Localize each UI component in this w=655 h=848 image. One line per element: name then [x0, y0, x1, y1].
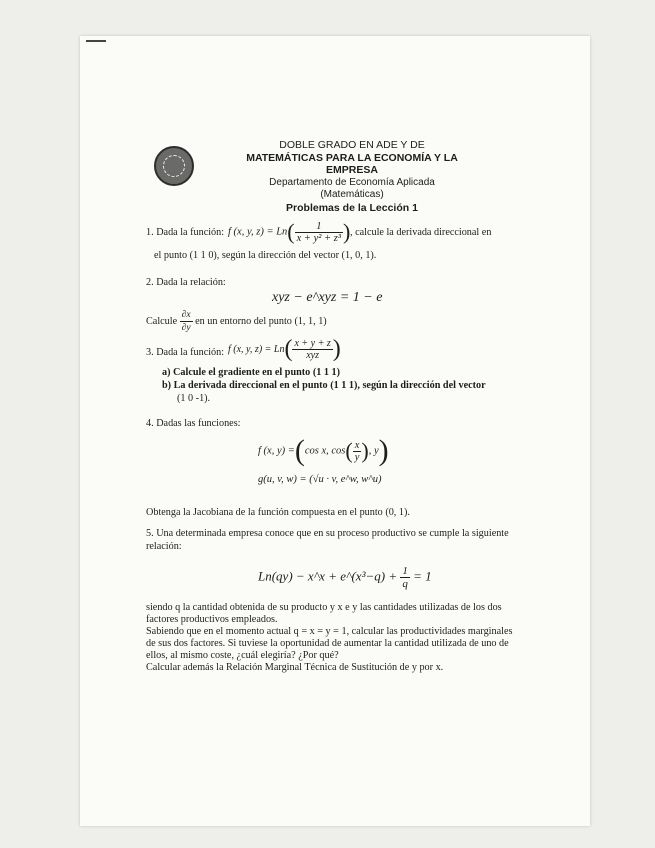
problem-4-f-lhs: f (x, y) = — [258, 445, 295, 457]
problem-5-body-line-3: Sabiendo que en el momento actual q = x = y = 1, calcular las productividades marginales — [146, 626, 513, 637]
problem-4-f-part-a: cos x, cos — [304, 445, 346, 457]
problem-5-body-line-4: de sus dos factores. Si tuviese la oportunidad de aumentar la cantidad utilizada de uno de — [146, 638, 509, 649]
document-header — [244, 139, 460, 214]
problem-3-numerator: x + y + z — [294, 338, 331, 349]
problem-3-fraction — [292, 338, 332, 361]
problem-5-equation — [258, 565, 432, 590]
problem-1-tail: , calcule la derivada direccional en — [350, 227, 492, 238]
problem-3-function: f (x, y, z) = Ln( $\frac{x + y + z}{\text{xyz}}$ ) — [228, 336, 341, 362]
problem-3-denominator: xyz — [306, 350, 319, 361]
problem-3-item-b: b) La derivada direccional en el punto (1 1 1), según la dirección del vector — [162, 380, 486, 391]
header-title: Problemas de la Lección 1 — [286, 201, 418, 214]
problem-1-denominator: x + y² + z³ — [296, 232, 341, 244]
problem-5-body-line-1: siendo q la cantidad obtenida de su producto y x e y las cantidades utilizadas de los dos — [146, 602, 502, 613]
problem-4-denominator: y — [354, 451, 360, 463]
problem-5-equation-left: Ln(qy) − x^x + e^(x³−q) + — [258, 568, 398, 584]
problem-5-denominator: q — [402, 578, 408, 590]
problem-1-fraction — [295, 221, 343, 244]
header-line-1: DOBLE GRADO EN ADE Y DE — [279, 139, 425, 151]
problem-5-fraction — [400, 565, 410, 590]
problem-1-line-2: el punto (1 1 0), según la dirección del vector (1, 0, 1). — [154, 250, 377, 261]
problem-5-lead: 5. Una determinada empresa conoce que en su proceso productivo se cumple la siguiente — [146, 528, 509, 539]
problem-5-body-line-6: Calcular además la Relación Marginal Técnica de Sustitución de y por x. — [146, 662, 444, 673]
problem-4-numerator: x — [354, 439, 360, 451]
problem-4-g-function: g(u, v, w) = (√u · v, e^w, w^u) — [258, 474, 382, 485]
header-line-2: MATEMÁTICAS PARA LA ECONOMÍA Y LA EMPRESA — [246, 151, 458, 176]
university-seal-icon — [154, 146, 194, 186]
problem-2-equation: xyz − e^xyz = 1 − e — [272, 290, 383, 305]
problem-2-calc-prefix: Calcule — [146, 315, 178, 327]
problem-2-lead: 2. Dada la relación: — [146, 277, 226, 288]
problem-2-derivative-num: ∂x — [181, 310, 191, 320]
problem-5-lead-2: relación: — [146, 541, 182, 552]
problem-5-numerator: 1 — [402, 565, 408, 577]
problem-2-calc-suffix: en un entorno del punto (1, 1, 1) — [195, 315, 327, 327]
problem-1-function: f (x, y, z) = Ln( $\frac{1}{\text{x + y² + z³}}$ ) — [228, 219, 351, 244]
problem-3-lead: 3. Dada la función: — [146, 347, 225, 358]
problem-5-body-line-2: factores productivos empleados. — [146, 614, 278, 625]
problem-3-lhs: f (x, y, z) = Ln — [228, 343, 285, 355]
problem-1-lhs: f (x, y, z) = Ln — [228, 226, 288, 238]
problem-3-item-a: a) Calcule el gradiente en el punto (1 1 1) — [162, 367, 340, 378]
corner-mark — [86, 40, 106, 42]
problem-2-derivative-den: ∂y — [181, 323, 191, 333]
problem-4-lead: 4. Dadas las funciones: — [146, 418, 241, 429]
problem-4-f-part-b: , y — [368, 445, 379, 457]
problem-3-item-b-2: (1 0 -1). — [177, 393, 211, 404]
problem-4-f-function: f (x, y) =(cos x, cos( $\frac{x}{y}$ ), y) — [258, 434, 389, 467]
problem-5-equation-right: = 1 — [413, 568, 432, 584]
problem-4-closing: Obtenga la Jacobiana de la función compuesta en el punto (0, 1). — [146, 507, 410, 518]
problem-2-derivative — [180, 309, 193, 334]
problem-1-numerator: 1 — [295, 221, 343, 233]
problem-2-calc — [146, 309, 327, 334]
problem-5-body-line-5: ellos, al mismo coste, ¿cuál elegiría? ¿Por qué? — [146, 650, 339, 661]
problem-1-lead: 1. Dada la función: — [146, 227, 225, 238]
header-line-3: Departamento de Economía Aplicada (Matemáticas) — [269, 176, 435, 200]
